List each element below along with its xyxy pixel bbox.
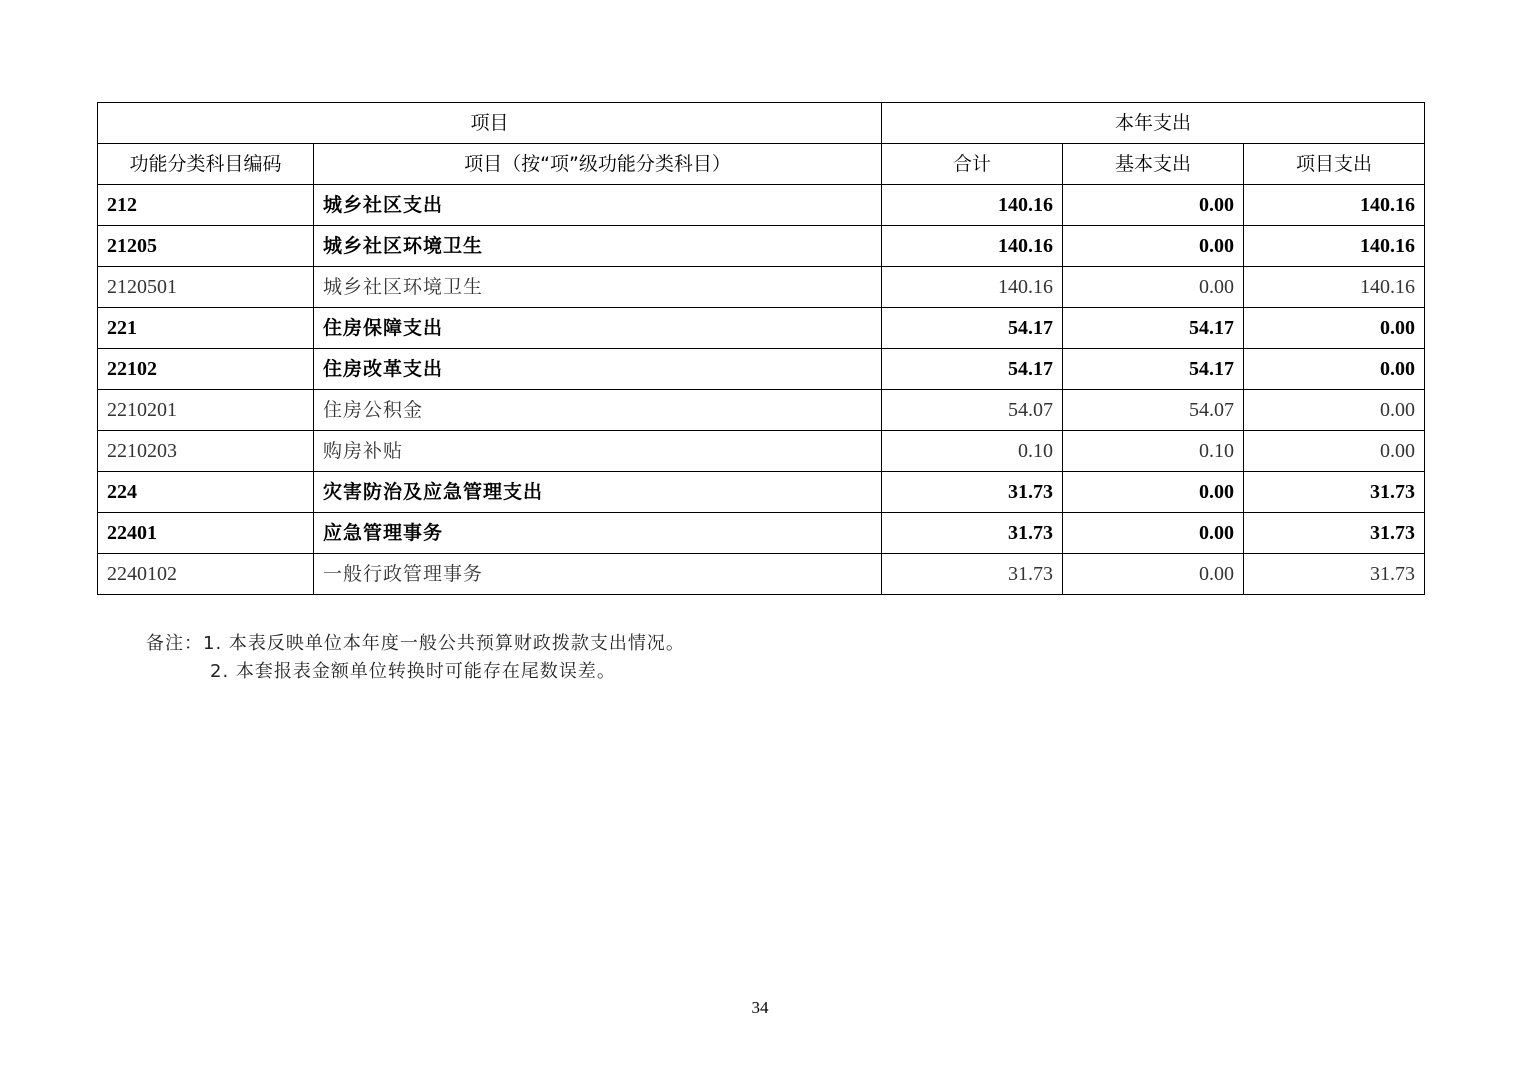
table-row bbox=[98, 431, 1425, 472]
row-project: 31.73 bbox=[1244, 513, 1425, 554]
header-row-sub bbox=[98, 144, 1425, 185]
header-item: 项目（按“项”级功能分类科目） bbox=[314, 144, 882, 185]
row-name: 应急管理事务 bbox=[314, 513, 882, 554]
row-name: 灾害防治及应急管理支出 bbox=[314, 472, 882, 513]
row-total: 31.73 bbox=[882, 554, 1063, 595]
row-project: 0.00 bbox=[1244, 431, 1425, 472]
row-total: 0.10 bbox=[882, 431, 1063, 472]
table-row bbox=[98, 308, 1425, 349]
row-total: 31.73 bbox=[882, 472, 1063, 513]
header-total: 合计 bbox=[882, 144, 1063, 185]
header-project: 项目 bbox=[98, 103, 882, 144]
row-basic: 0.00 bbox=[1063, 226, 1244, 267]
row-total: 140.16 bbox=[882, 226, 1063, 267]
row-name: 住房保障支出 bbox=[314, 308, 882, 349]
row-basic: 54.07 bbox=[1063, 390, 1244, 431]
row-total: 31.73 bbox=[882, 513, 1063, 554]
table-row bbox=[98, 185, 1425, 226]
row-code: 212 bbox=[98, 185, 314, 226]
table-row bbox=[98, 472, 1425, 513]
row-project: 140.16 bbox=[1244, 267, 1425, 308]
row-name: 城乡社区环境卫生 bbox=[314, 267, 882, 308]
row-basic: 0.10 bbox=[1063, 431, 1244, 472]
header-row-top bbox=[98, 103, 1425, 144]
row-code: 2210201 bbox=[98, 390, 314, 431]
row-name: 住房改革支出 bbox=[314, 349, 882, 390]
footnote-1: 备注：1. 本表反映单位本年度一般公共预算财政拨款支出情况。 bbox=[146, 633, 685, 654]
header-code: 功能分类科目编码 bbox=[98, 144, 314, 185]
row-project: 140.16 bbox=[1244, 226, 1425, 267]
row-code: 2210203 bbox=[98, 431, 314, 472]
row-name: 城乡社区环境卫生 bbox=[314, 226, 882, 267]
table-row bbox=[98, 226, 1425, 267]
row-basic: 0.00 bbox=[1063, 472, 1244, 513]
row-total: 54.07 bbox=[882, 390, 1063, 431]
row-basic: 0.00 bbox=[1063, 554, 1244, 595]
header-current-year-expense: 本年支出 bbox=[882, 103, 1425, 144]
row-code: 2240102 bbox=[98, 554, 314, 595]
row-basic: 54.17 bbox=[1063, 308, 1244, 349]
row-name: 购房补贴 bbox=[314, 431, 882, 472]
row-total: 140.16 bbox=[882, 267, 1063, 308]
row-code: 21205 bbox=[98, 226, 314, 267]
row-name: 一般行政管理事务 bbox=[314, 554, 882, 595]
row-total: 54.17 bbox=[882, 349, 1063, 390]
row-name: 住房公积金 bbox=[314, 390, 882, 431]
row-project: 140.16 bbox=[1244, 185, 1425, 226]
table-row bbox=[98, 554, 1425, 595]
row-code: 2120501 bbox=[98, 267, 314, 308]
row-project: 31.73 bbox=[1244, 554, 1425, 595]
row-basic: 54.17 bbox=[1063, 349, 1244, 390]
footnotes bbox=[146, 630, 685, 686]
header-project-expense: 项目支出 bbox=[1244, 144, 1425, 185]
row-basic: 0.00 bbox=[1063, 267, 1244, 308]
row-project: 0.00 bbox=[1244, 349, 1425, 390]
expense-table bbox=[97, 102, 1425, 595]
row-project: 31.73 bbox=[1244, 472, 1425, 513]
header-basic: 基本支出 bbox=[1063, 144, 1244, 185]
table-row bbox=[98, 390, 1425, 431]
page-number: 34 bbox=[751, 998, 769, 1017]
footnote-2: 2. 本套报表金额单位转换时可能存在尾数误差。 bbox=[210, 661, 616, 682]
row-code: 22102 bbox=[98, 349, 314, 390]
row-code: 224 bbox=[98, 472, 314, 513]
row-code: 221 bbox=[98, 308, 314, 349]
row-total: 54.17 bbox=[882, 308, 1063, 349]
row-total: 140.16 bbox=[882, 185, 1063, 226]
table-row bbox=[98, 267, 1425, 308]
row-basic: 0.00 bbox=[1063, 185, 1244, 226]
row-name: 城乡社区支出 bbox=[314, 185, 882, 226]
row-code: 22401 bbox=[98, 513, 314, 554]
row-project: 0.00 bbox=[1244, 308, 1425, 349]
row-basic: 0.00 bbox=[1063, 513, 1244, 554]
row-project: 0.00 bbox=[1244, 390, 1425, 431]
table-row bbox=[98, 513, 1425, 554]
table-row bbox=[98, 349, 1425, 390]
